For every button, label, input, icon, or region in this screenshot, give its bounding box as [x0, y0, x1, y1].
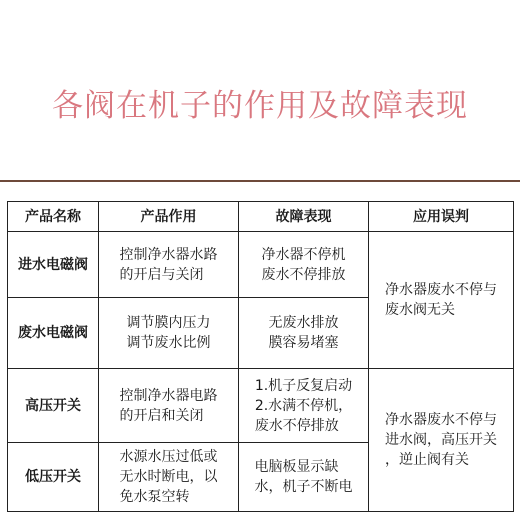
- row-function: 控制净水器电路 的开启和关闭: [99, 369, 239, 443]
- row-fault: 无废水排放 膜容易堵塞: [239, 298, 369, 369]
- row-name: 进水电磁阀: [8, 232, 99, 298]
- header-product-name: 产品名称: [8, 202, 99, 232]
- row-name: 高压开关: [8, 369, 99, 443]
- misjudge-cell-1: 净水器废水不停与 废水阀无关: [369, 232, 514, 369]
- header-product-function: 产品作用: [99, 202, 239, 232]
- table-row: [8, 232, 514, 298]
- row-name: 废水电磁阀: [8, 298, 99, 369]
- row-fault: 1.机子反复启动 2.水满不停机， 废水不停排放: [239, 369, 369, 443]
- row-function: 调节膜内压力 调节废水比例: [99, 298, 239, 369]
- row-function: 水源水压过低或 无水时断电，以 免水泵空转: [99, 443, 239, 512]
- table-header-row: [8, 202, 514, 232]
- table-row: [8, 369, 514, 443]
- row-function: 控制净水器水路 的开启与关闭: [99, 232, 239, 298]
- page-title: 各阀在机子的作用及故障表现: [52, 88, 468, 124]
- row-fault: 电脑板显示缺 水，机子不断电: [239, 443, 369, 512]
- header-fault: 故障表现: [239, 202, 369, 232]
- divider-band: [0, 180, 520, 182]
- row-fault: 净水器不停机 废水不停排放: [239, 232, 369, 298]
- row-name: 低压开关: [8, 443, 99, 512]
- misjudge-cell-2: 净水器废水不停与 进水阀，高压开关 ，逆止阀有关: [369, 369, 514, 512]
- valve-table: [7, 201, 514, 512]
- header-misjudge: 应用误判: [369, 202, 514, 232]
